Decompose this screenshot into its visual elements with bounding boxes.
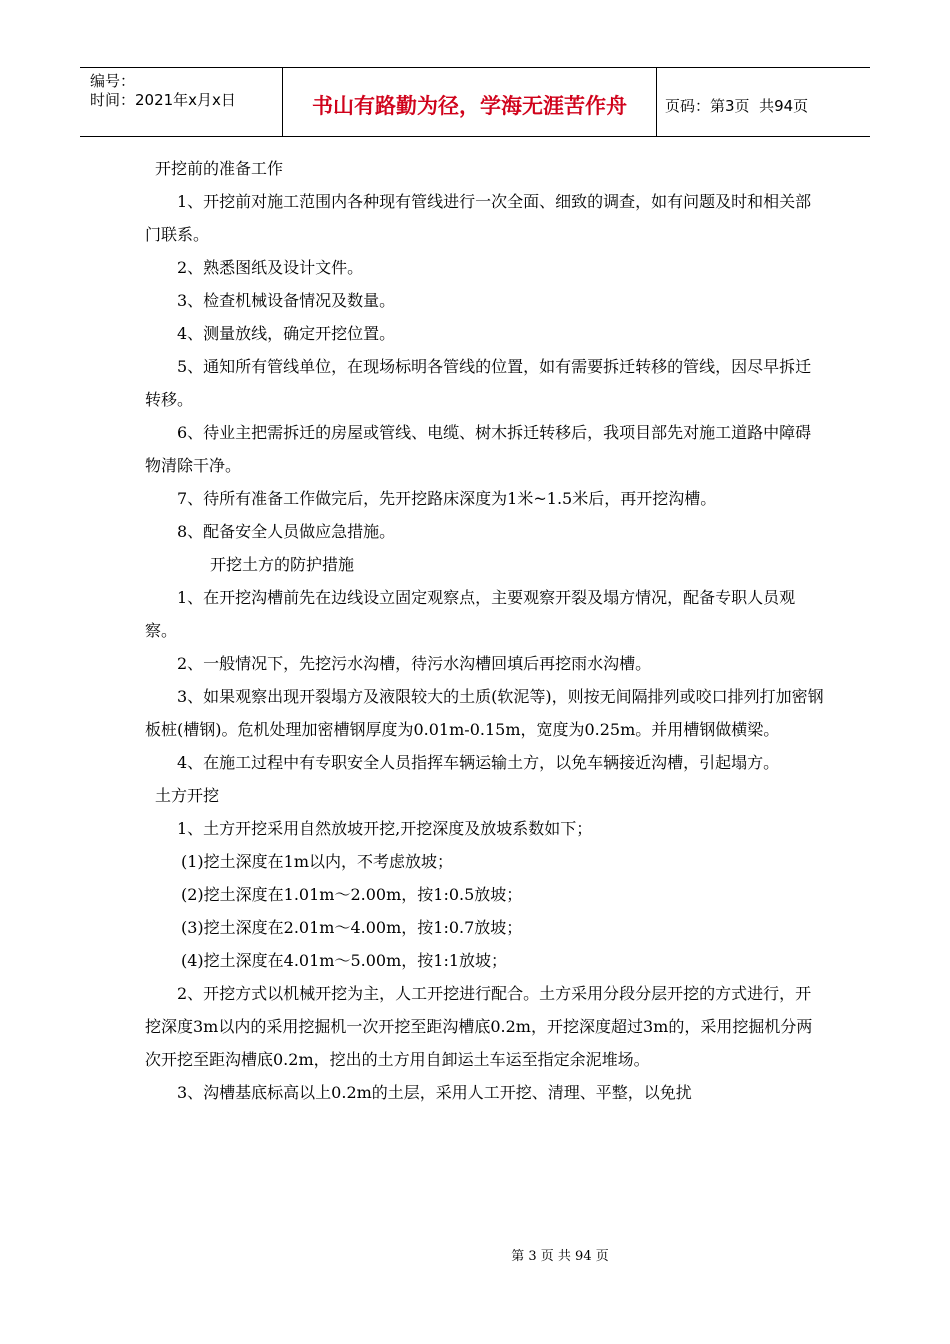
list-item: (2)挖土深度在1.01m～2.00m，按1:0.5放坡； [181,885,523,904]
paragraph: 1、在开挖沟槽前先在边线设立固定观察点，主要观察开裂及塌方情况，配备专职人员观察。 [145,588,796,640]
list-item: (1)挖土深度在1m以内，不考虑放坡； [181,852,454,871]
paragraph: 4、在施工过程中有专职安全人员指挥车辆运输土方，以免车辆接近沟槽，引起塌方。 [177,753,780,772]
section-heading: 开挖前的准备工作 [155,159,284,178]
list-item: (3)挖土深度在2.01m～4.00m，按1:0.7放坡； [181,918,523,937]
paragraph: 5、通知所有管线单位，在现场标明各管线的位置，如有需要拆迁转移的管线，因尽早拆迁转移。 [145,357,812,409]
paragraph: 3、沟槽基底标高以上0.2m的土层，采用人工开挖、清理、平整，以免扰 [177,1083,692,1102]
paragraph: 8、配备安全人员做应急措施。 [177,522,396,541]
paragraph: 2、熟悉图纸及设计文件。 [177,258,364,277]
page-footer: 第 3 页 共 94 页 [511,1249,609,1264]
list-item: (4)挖土深度在4.01m～5.00m，按1:1放坡； [181,951,508,970]
paragraph: 1、开挖前对施工范围内各种现有管线进行一次全面、细致的调查，如有问题及时和相关部门联系。 [145,192,812,244]
paragraph: 3、检查机械设备情况及数量。 [177,291,396,310]
document-body [145,152,825,1109]
paragraph: 2、一般情况下，先挖污水沟槽，待污水沟槽回填后再挖雨水沟槽。 [177,654,652,673]
page-header [80,67,870,137]
section-heading: 土方开挖 [155,786,220,805]
header-page-info: 页码：第3页 共94页 [665,96,809,115]
paragraph: 3、如果观察出现开裂塌方及液限较大的土质(软泥等)，则按无间隔排列或咬口排列打加密钢板桩(槽钢)。危机处理加密槽钢厚度为0.01m-0.15m，宽度为0.25m。并用槽钢做横梁。 [145,687,824,739]
paragraph: 2、开挖方式以机械开挖为主，人工开挖进行配合。土方采用分段分层开挖的方式进行，开挖深度3m以内的采用挖掘机一次开挖至距沟槽底0.2m，开挖深度超过3m的，采用挖掘机分两次开挖至距沟槽底0.2m，挖出的土方用自卸运土车运至指定余泥堆场。 [145,984,813,1069]
date-label: 时间：2021年x月x日 [90,91,236,109]
section-heading: 开挖土方的防护措施 [210,555,355,574]
paragraph: 7、待所有准备工作做完后，先开挖路床深度为1米~1.5米后，再开挖沟槽。 [177,489,717,508]
header-motto: 书山有路勤为径，学海无涯苦作舟 [283,68,657,136]
paragraph: 6、待业主把需拆迁的房屋或管线、电缆、树木拆迁转移后，我项目部先对施工道路中障碍物清除干净。 [145,423,812,475]
code-label: 编号： [90,72,136,90]
paragraph: 1、土方开挖采用自然放坡开挖,开挖深度及放坡系数如下； [177,819,593,838]
header-meta [80,68,283,136]
paragraph: 4、测量放线，确定开挖位置。 [177,324,396,343]
